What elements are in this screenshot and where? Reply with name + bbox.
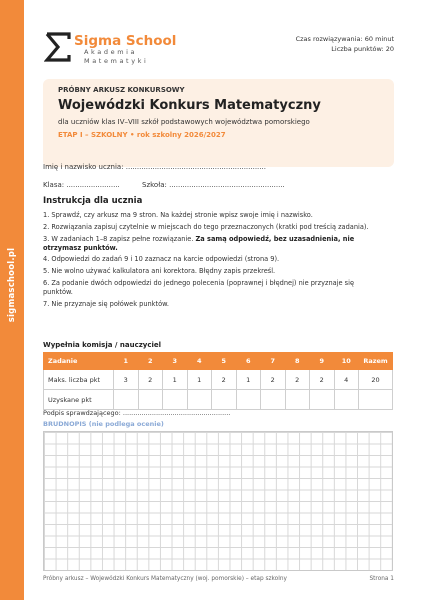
score-cell[interactable] xyxy=(334,390,359,410)
score-cell[interactable] xyxy=(212,390,237,410)
draft-grid[interactable] xyxy=(43,431,393,571)
logo-subtitle-1: Akademia xyxy=(84,48,138,56)
scores-header-row xyxy=(44,353,393,370)
max-points-total: 20 xyxy=(359,370,393,390)
instruction-item: 5. Nie wolno używać kalkulatora ani korektora. Błędny zapis przekreśl. xyxy=(43,267,276,276)
row-label: Uzyskane pkt xyxy=(44,390,114,410)
score-cell[interactable] xyxy=(138,390,163,410)
side-stripe xyxy=(0,0,24,600)
exam-points: Liczba punktów: 20 xyxy=(331,45,394,53)
row-label: Maks. liczba pkt xyxy=(44,370,114,390)
max-points-cell: 2 xyxy=(285,370,310,390)
score-cell[interactable] xyxy=(163,390,188,410)
max-points-cell: 1 xyxy=(163,370,188,390)
max-points-cell: 2 xyxy=(138,370,163,390)
max-points-cell: 2 xyxy=(310,370,335,390)
page-title: Wojewódzki Konkurs Matematyczny xyxy=(58,98,321,113)
score-total-cell[interactable] xyxy=(359,390,393,410)
footer-text: Próbny arkusz – Wojewódzki Konkurs Matematyczny (woj. pomorskie) – etap szkolny xyxy=(43,576,287,582)
max-points-cell: 1 xyxy=(187,370,212,390)
logo-subtitle-2: Matematyki xyxy=(84,57,149,65)
score-cell[interactable] xyxy=(236,390,261,410)
instruction-item: 6. Za podanie dwóch odpowiedzi do jednego polecenia (poprawnej i błędnej) nie przyznaje się punktów. xyxy=(43,278,355,296)
instruction-item: 7. Nie przyznaje się połówek punktów. xyxy=(43,299,170,308)
instruction-item: 1. Sprawdź, czy arkusz ma 9 stron. Na każdej stronie wpisz swoje imię i nazwisko. xyxy=(43,211,313,219)
max-points-cell: 2 xyxy=(212,370,237,390)
instruction-item-bold: Za samą odpowiedź, bez uzasadnienia, nie otrzymasz punktów. xyxy=(43,234,355,252)
col-header: 1 xyxy=(114,353,139,370)
col-header: 10 xyxy=(334,353,359,370)
max-points-cell: 3 xyxy=(114,370,139,390)
col-header: Razem xyxy=(359,353,393,370)
col-header: 8 xyxy=(285,353,310,370)
col-header: 5 xyxy=(212,353,237,370)
class-field[interactable]: Klasa: ........................ xyxy=(43,181,120,189)
header-stage: ETAP I – SZKOLNY • rok szkolny 2026/2027 xyxy=(58,131,226,139)
score-cell[interactable] xyxy=(114,390,139,410)
draft-label: BRUDNOPIS (nie podlega ocenie) xyxy=(43,420,164,428)
instruction-item: 4. Odpowiedzi do zadań 9 i 10 zaznacz na karcie odpowiedzi (strona 9). xyxy=(43,255,280,264)
col-header: 9 xyxy=(310,353,335,370)
page-number: Strona 1 xyxy=(369,576,394,582)
table-row xyxy=(44,390,393,410)
max-points-cell: 1 xyxy=(236,370,261,390)
scores-table xyxy=(43,352,393,410)
max-points-cell: 2 xyxy=(261,370,286,390)
header-subtitle: dla uczniów klas IV–VIII szkół podstawowych województwa pomorskiego xyxy=(58,118,310,126)
col-header: 3 xyxy=(163,353,188,370)
score-cell[interactable] xyxy=(285,390,310,410)
col-header: 2 xyxy=(138,353,163,370)
school-field[interactable]: Szkoła: .................................................... xyxy=(142,181,285,189)
signature-field[interactable]: Podpis sprawdzającego: .................................................... xyxy=(43,409,231,417)
exam-time: Czas rozwiązywania: 60 minut xyxy=(295,35,394,43)
instruction-item-text: 3. W zadaniach 1–8 zapisz pełne rozwiązanie. xyxy=(43,234,196,243)
logo-title: Sigma School xyxy=(74,33,177,49)
scores-heading: Wypełnia komisja / nauczyciel xyxy=(43,341,162,349)
instruction-item: 2. Rozwiązania zapisuj czytelnie w miejscach do tego przeznaczonych (kratki pod treścią zadania). xyxy=(43,222,369,231)
student-name-field[interactable]: Imię i nazwisko ucznia: ............................................................... xyxy=(43,163,266,171)
header-label: PRÓBNY ARKUSZ KONKURSOWY xyxy=(58,86,185,94)
sidebar-url: sigmaschool.pl xyxy=(7,247,17,323)
table-row xyxy=(44,370,393,390)
col-header: Zadanie xyxy=(44,353,114,370)
col-header: 7 xyxy=(261,353,286,370)
score-cell[interactable] xyxy=(187,390,212,410)
col-header: 4 xyxy=(187,353,212,370)
exam-meta xyxy=(296,34,394,54)
sigma-logo-icon xyxy=(44,32,72,62)
col-header: 6 xyxy=(236,353,261,370)
score-cell[interactable] xyxy=(261,390,286,410)
score-cell[interactable] xyxy=(310,390,335,410)
instructions-heading: Instrukcja dla ucznia xyxy=(43,196,143,206)
instructions-list xyxy=(43,211,383,312)
max-points-cell: 4 xyxy=(334,370,359,390)
instruction-item xyxy=(43,235,383,253)
